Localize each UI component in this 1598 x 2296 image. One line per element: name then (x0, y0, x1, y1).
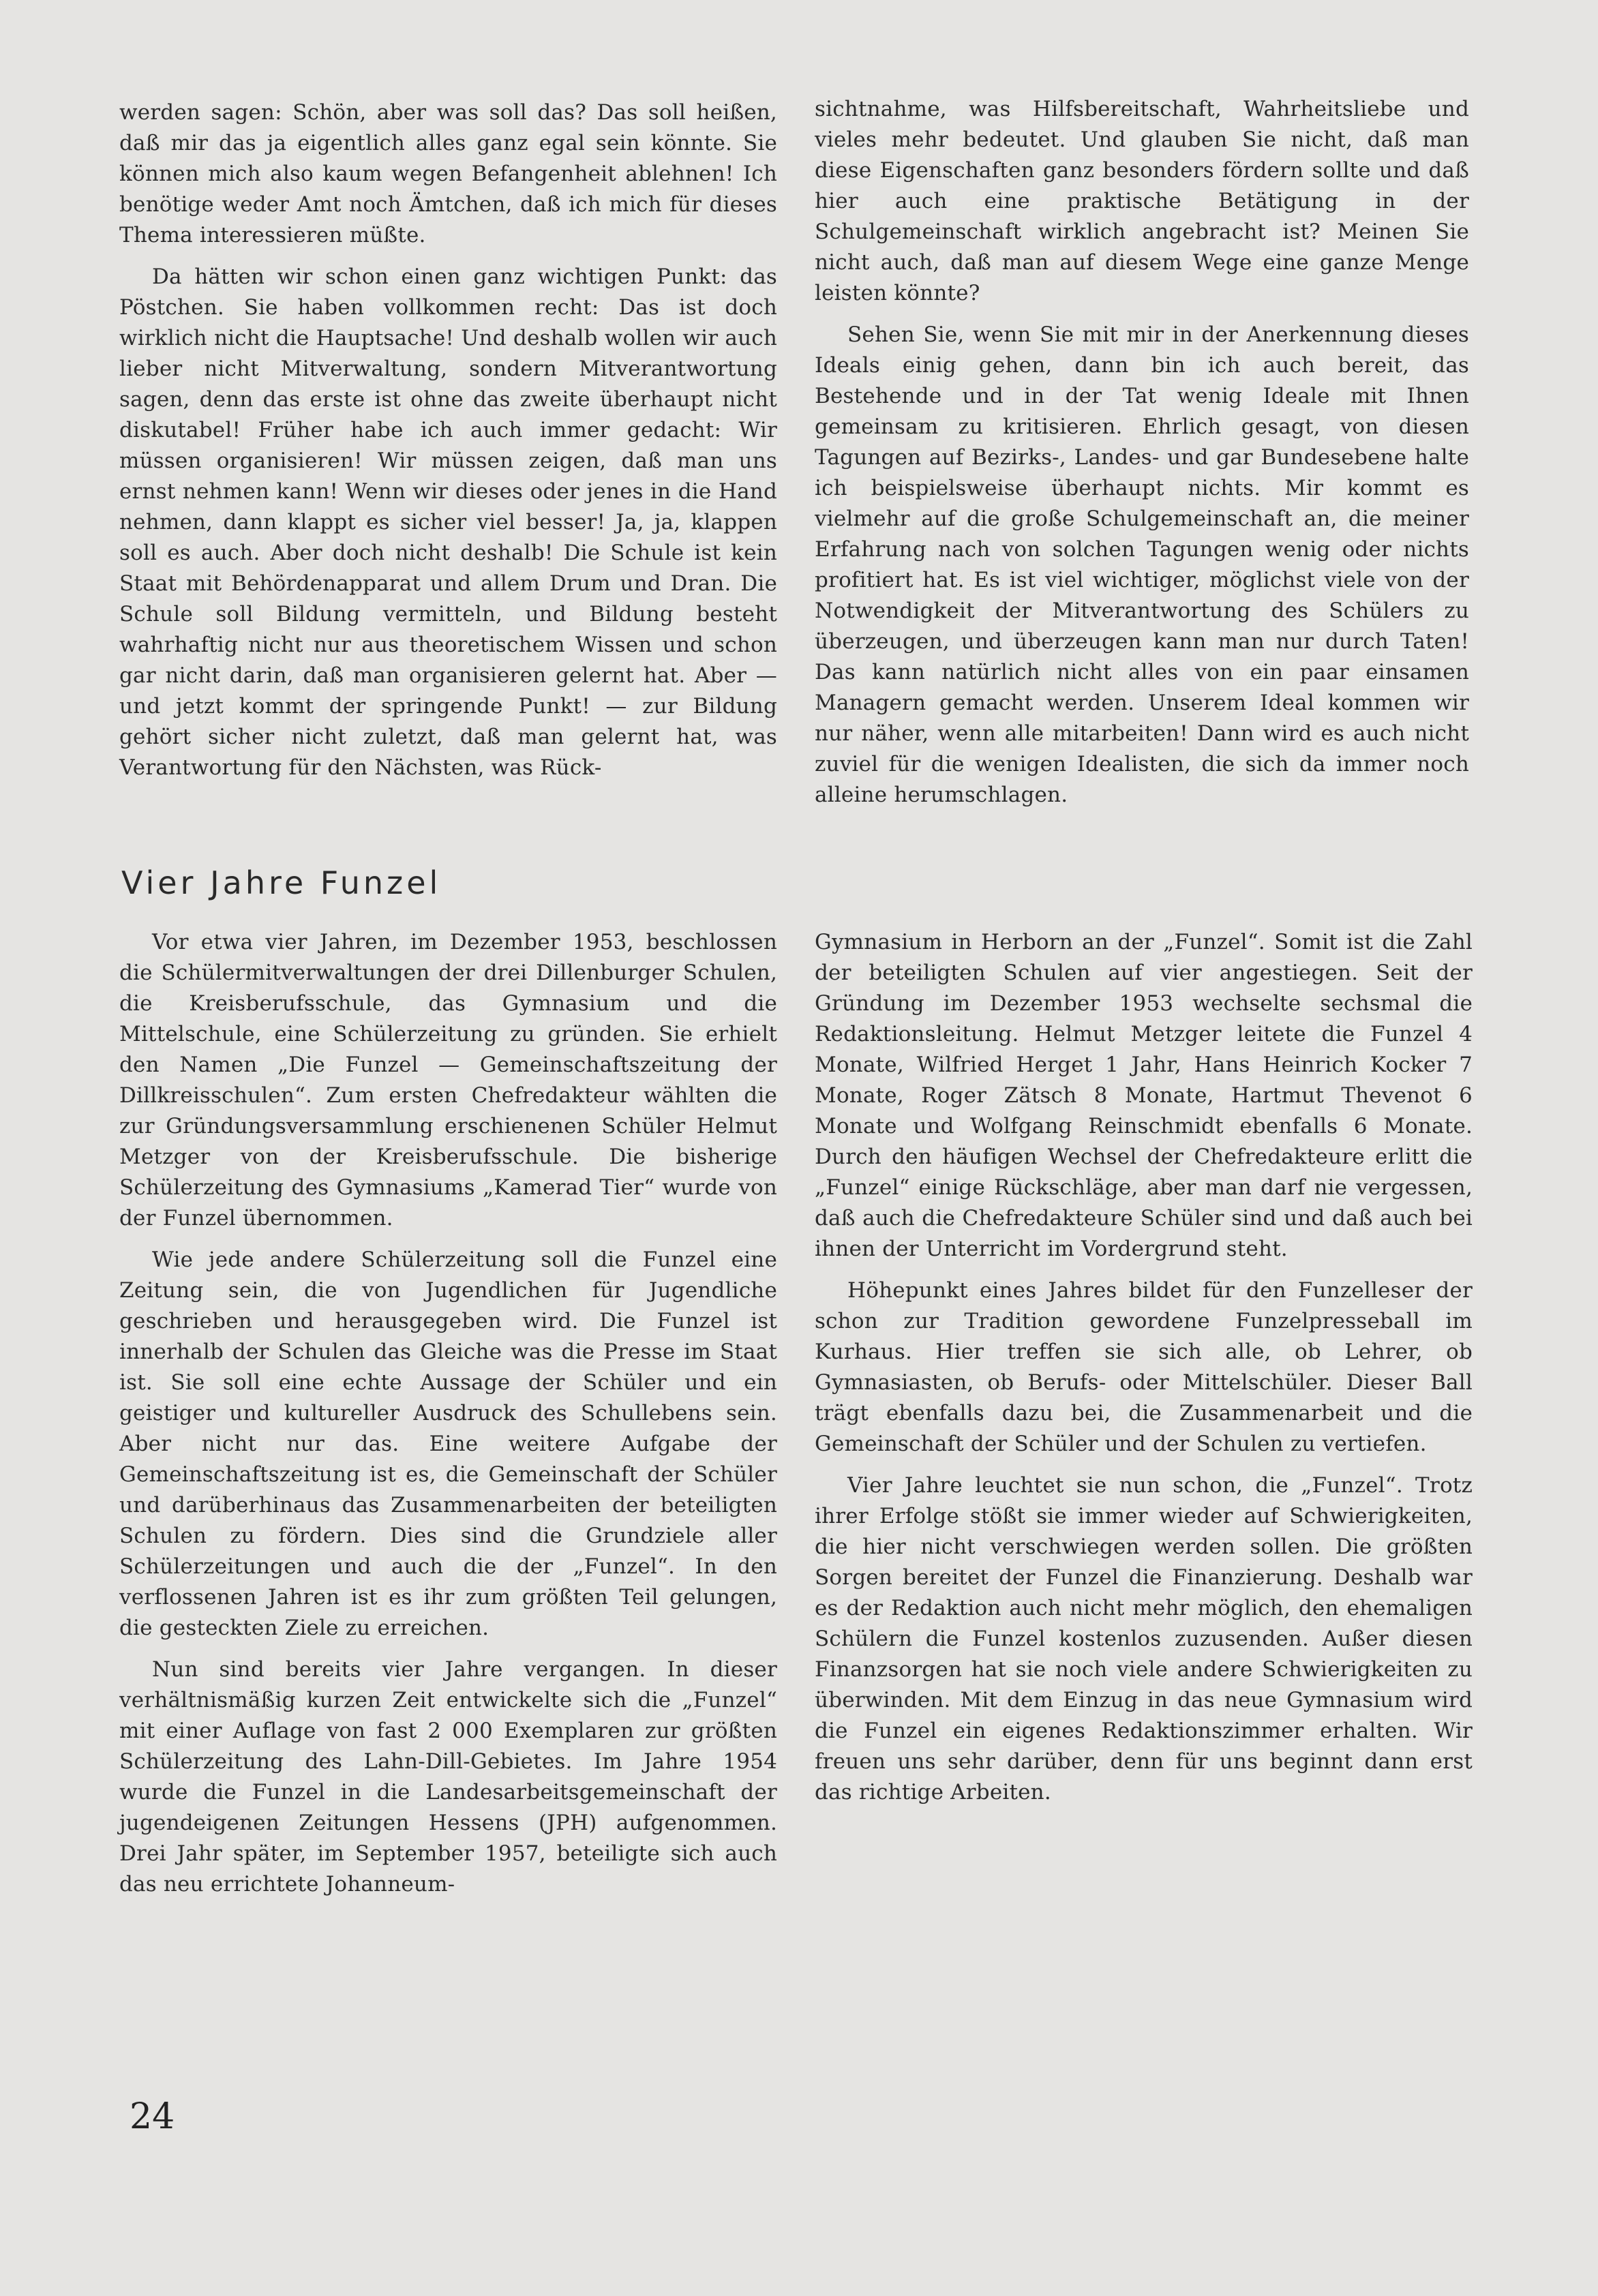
paragraph: Höhepunkt eines Jahres bildet für den Funzelleser der schon zur Tradition gewordene Funzelpresseball im Kurhaus. Hier treffen sie sich alle, ob Lehrer, ob Gymnasiasten, ob Berufs- oder Mittelschüler. Dieser Ball trägt ebenfalls dazu bei, die Zusammenarbeit und die Gemeinschaft der Schüler und der Schulen zu vertiefen. (815, 1278, 1473, 1456)
article-continued-right-column (815, 94, 1469, 811)
page-number: 24 (130, 2096, 175, 2137)
article-continued-left-column (119, 97, 777, 783)
paragraph: Wie jede andere Schülerzeitung soll die Funzel eine Zeitung sein, die von Jugendlichen für Jugendliche geschrieben und herausgegeben wird. Die Funzel ist innerhalb der Schulen das Gleiche was die Presse im Staat ist. Sie soll eine echte Aussage der Schüler und ein geistiger und kultureller Ausdruck des Schullebens sein. Aber nicht nur das. Eine weitere Aufgabe der Gemeinschaftszeitung ist es, die Gemeinschaft der Schüler und darüberhinaus das Zusammenarbeiten der beteiligten Schulen zu fördern. Dies sind die Grundziele aller Schülerzeitungen und auch die der „Funzel“. In den verflossenen Jahren ist es ihr zum größten Teil gelungen, die gesteckten Ziele zu erreichen. (119, 1248, 777, 1640)
section-title: Vier Jahre Funzel (121, 864, 442, 901)
paragraph: sichtnahme, was Hilfsbereitschaft, Wahrheitsliebe und vieles mehr bedeutet. Und glauben Sie nicht, daß man diese Eigenschaften ganz besonders fördern sollte und daß hier auch eine praktische Betätigung in der Schulgemeinschaft wirklich angebracht ist? Meinen Sie nicht auch, daß man auf diesem Wege eine ganze Menge leisten könnte? (815, 97, 1469, 305)
paragraph: Gymnasium in Herborn an der „Funzel“. Somit ist die Zahl der beteiligten Schulen auf vier angestiegen. Seit der Gründung im Dezember 1953 wechselte sechsmal die Redaktionsleitung. Helmut Metzger leitete die Funzel 4 Monate, Wilfried Herget 1 Jahr, Hans Heinrich Kocker 7 Monate, Roger Zätsch 8 Monate, Hartmut Thevenot 6 Monate und Wolfgang Reinschmidt ebenfalls 6 Monate. Durch den häufigen Wechsel der Chefredakteure erlitt die „Funzel“ einige Rückschläge, aber man darf nie vergessen, daß auch die Chefredakteure Schüler sind und daß auch bei ihnen der Unterricht im Vordergrund steht. (815, 930, 1473, 1261)
paragraph: werden sagen: Schön, aber was soll das? Das soll heißen, daß mir das ja eigentlich alles ganz egal sein könnte. Sie können mich also kaum wegen Befangenheit ablehnen! Ich benötige weder Amt noch Ämtchen, daß ich mich für dieses Thema interessieren müßte. (119, 100, 777, 247)
paragraph: Vor etwa vier Jahren, im Dezember 1953, beschlossen die Schülermitverwaltungen der drei Dillenburger Schulen, die Kreisberufsschule, das Gymnasium und die Mittelschule, eine Schülerzeitung zu gründen. Sie erhielt den Namen „Die Funzel — Gemeinschaftszeitung der Dillkreisschulen“. Zum ersten Chefredakteur wählten die zur Gründungsversammlung erschienenen Schüler Helmut Metzger von der Kreisberufsschule. Die bisherige Schülerzeitung des Gymnasiums „Kamerad Tier“ wurde von der Funzel übernommen. (119, 930, 777, 1230)
paragraph: Vier Jahre leuchtet sie nun schon, die „Funzel“. Trotz ihrer Erfolge stößt sie immer wieder auf Schwierigkeiten, die hier nicht verschwiegen werden sollen. Die größten Sorgen bereitet der Funzel die Finanzierung. Deshalb war es der Redaktion auch nicht mehr möglich, den ehemaligen Schülern die Funzel kostenlos zuzusenden. Außer diesen Finanzsorgen hat sie noch viele andere Schwierigkeiten zu überwinden. Mit dem Einzug in das neue Gymnasium wird die Funzel ein eigenes Redaktionszimmer erhalten. Wir freuen uns sehr darüber, denn für uns beginnt dann erst das richtige Arbeiten. (815, 1473, 1473, 1804)
section-left-column (119, 927, 777, 1900)
paragraph: Nun sind bereits vier Jahre vergangen. In dieser verhältnismäßig kurzen Zeit entwickelte sich die „Funzel“ mit einer Auflage von fast 2 000 Exemplaren zur größten Schülerzeitung des Lahn-Dill-Gebietes. Im Jahre 1954 wurde die Funzel in die Landesarbeitsgemeinschaft der jugendeigenen Zeitungen Hessens (JPH) aufgenommen. Drei Jahr später, im September 1957, beteiligte sich auch das neu errichtete Johanneum- (119, 1657, 777, 1897)
paragraph: Da hätten wir schon einen ganz wichtigen Punkt: das Pöstchen. Sie haben vollkommen recht: Das ist doch wirklich nicht die Hauptsache! Und deshalb wollen wir auch lieber nicht Mitverwaltung, sondern Mitverantwortung sagen, denn das erste ist ohne das zweite überhaupt nicht diskutabel! Früher habe ich auch immer gedacht: Wir müssen organisieren! Wir müssen zeigen, daß man uns ernst nehmen kann! Wenn wir dieses oder jenes in die Hand nehmen, dann klappt es sicher viel besser! Ja, ja, klappen soll es auch. Aber doch nicht deshalb! Die Schule ist kein Staat mit Behördenapparat und allem Drum und Dran. Die Schule soll Bildung vermitteln, und Bildung besteht wahrhaftig nicht nur aus theoretischem Wissen und schon gar nicht darin, daß man organisieren gelernt hat. Aber — und jetzt kommt der springende Punkt! — zur Bildung gehört sicher nicht zuletzt, daß man gelernt hat, was Verantwortung für den Nächsten, was Rück- (119, 265, 777, 780)
section-right-column (815, 927, 1473, 1808)
paragraph: Sehen Sie, wenn Sie mit mir in der Anerkennung dieses Ideals einig gehen, dann bin ich auch bereit, das Bestehende und in der Tat wenig Ideale mit Ihnen gemeinsam zu kritisieren. Ehrlich gesagt, von diesen Tagungen auf Bezirks-, Landes- und gar Bundesebene halte ich beispielsweise überhaupt nichts. Mir kommt es vielmehr auf die große Schulgemeinschaft an, die meiner Erfahrung nach von solchen Tagungen wenig oder nichts profitiert hat. Es ist viel wichtiger, möglichst viele von der Notwendigkeit der Mitverantwortung des Schülers zu überzeugen, und überzeugen kann man nur durch Taten! Das kann natürlich nicht alles von ein paar einsamen Managern gemacht werden. Unserem Ideal kommen wir nur näher, wenn alle mitarbeiten! Dann wird es auch nicht zuviel für die wenigen Idealisten, die sich da immer noch alleine herumschlagen. (815, 322, 1469, 807)
